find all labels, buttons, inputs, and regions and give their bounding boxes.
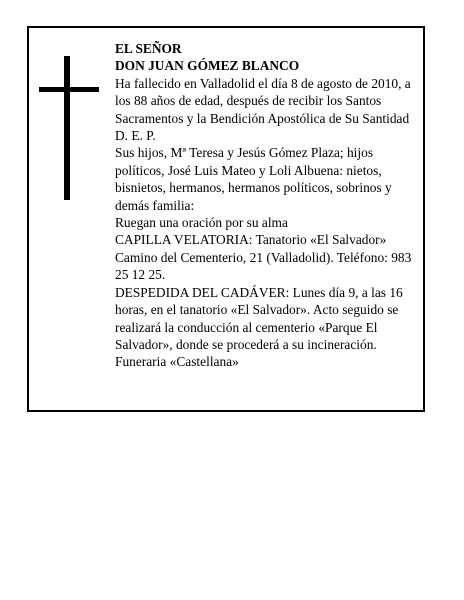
prayer-request: Ruegan una oración por su alma xyxy=(115,215,288,231)
cross-horizontal-bar xyxy=(39,87,99,92)
cross-icon xyxy=(39,56,99,200)
notice-body xyxy=(115,40,420,371)
family-list: Sus hijos, Mª Teresa y Jesús Gómez Plaza; hijos políticos, José Luis Mateo y Loli Albuena: nietos, bisnietos, hermanos, hermanos políticos, sobrinos y demás familia: xyxy=(115,145,392,213)
death-announcement: Ha fallecido en Valladolid el día 8 de agosto de 2010, a los 88 años de edad, después de recibir los Santos Sacramentos y la Bendición Apostólica de Su Santidad D. E. P. xyxy=(115,75,411,144)
notice-heading: EL SEÑOR xyxy=(115,41,182,56)
cross-vertical-bar xyxy=(64,56,70,200)
farewell-info: DESPEDIDA DEL CADÁVER: Lunes día 9, a las 16 horas, en el tanatorio «El Salvador». Acto seguido se realizará la conducción al cementerio «Parque El Salvador», donde se procederá a su incineración. xyxy=(115,284,403,352)
chapel-info: CAPILLA VELATORIA: Tanatorio «El Salvador» Camino del Cementerio, 21 (Valladolid). Teléfono: 983 25 12 25. xyxy=(115,232,412,283)
funeral-home: Funeraria «Castellana» xyxy=(115,354,239,370)
obituary-notice xyxy=(27,26,425,412)
deceased-name: DON JUAN GÓMEZ BLANCO xyxy=(115,58,300,74)
